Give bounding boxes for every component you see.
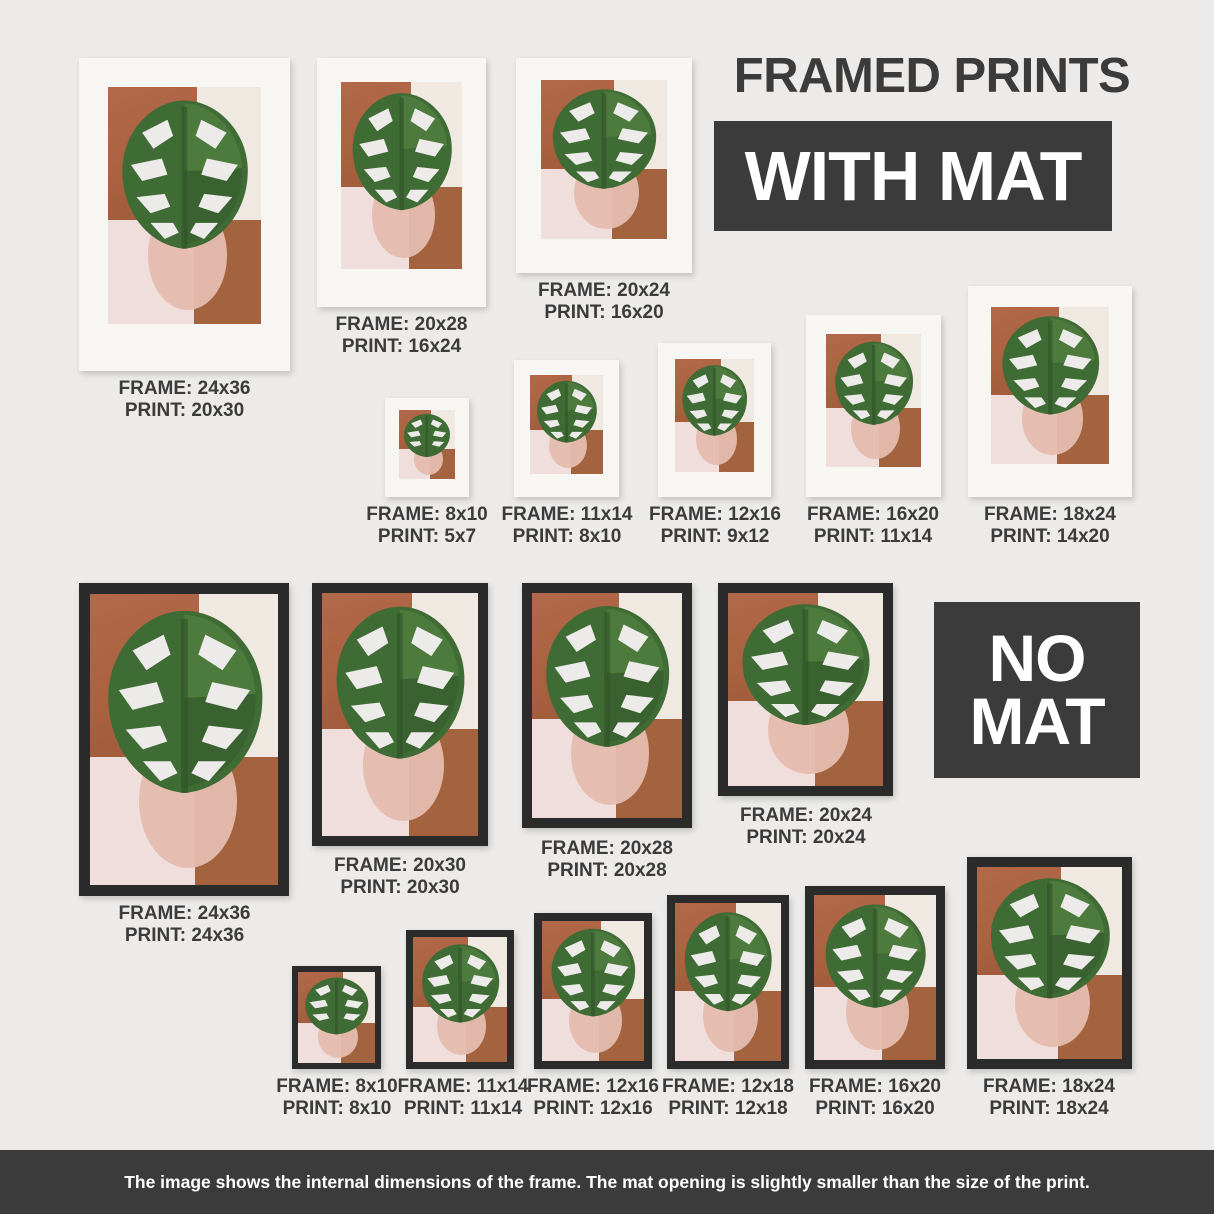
print-size: PRINT: 12x18 — [668, 1098, 788, 1120]
caption-no-mat-12x16 — [521, 1076, 665, 1121]
artwork — [322, 593, 478, 836]
frame-size: FRAME: 11x14 — [397, 1076, 529, 1097]
caption-with-mat-16x20 — [792, 504, 954, 549]
caption-with-mat-12x16 — [634, 504, 796, 549]
frame-no-mat-20x24 — [718, 583, 893, 796]
frame-size: FRAME: 11x14 — [501, 504, 633, 525]
frame-no-mat-12x16 — [534, 913, 652, 1069]
frame-no-mat-24x36 — [79, 583, 289, 896]
artwork — [532, 593, 682, 818]
frame-no-mat-16x20 — [805, 886, 945, 1069]
print-size: PRINT: 18x24 — [989, 1098, 1109, 1120]
artwork — [530, 375, 603, 474]
artwork — [413, 937, 507, 1062]
caption-with-mat-20x28 — [301, 314, 502, 359]
frame-no-mat-8x10 — [292, 966, 381, 1069]
frame-size: FRAME: 8x10 — [366, 504, 488, 525]
frame-with-mat-18x24 — [968, 286, 1132, 497]
frame-size: FRAME: 20x28 — [335, 314, 468, 335]
caption-no-mat-16x20 — [803, 1076, 947, 1121]
page-title: FRAMED PRINTS — [733, 49, 1131, 103]
artwork — [541, 80, 667, 239]
print-size: PRINT: 14x20 — [990, 526, 1110, 548]
frame-size: FRAME: 20x24 — [538, 280, 670, 301]
frame-size: FRAME: 20x28 — [541, 838, 673, 859]
caption-no-mat-20x24 — [706, 805, 906, 850]
artwork — [675, 359, 754, 472]
frame-size: FRAME: 20x30 — [334, 855, 466, 876]
artwork — [728, 593, 883, 786]
artwork — [991, 307, 1109, 464]
no-mat-line2: MAT — [969, 684, 1105, 758]
print-size: PRINT: 5x7 — [377, 526, 477, 548]
print-size: PRINT: 16x20 — [544, 302, 664, 324]
artwork — [399, 410, 455, 479]
caption-with-mat-18x24 — [969, 504, 1131, 549]
frame-size: FRAME: 8x10 — [276, 1076, 398, 1097]
frame-no-mat-20x30 — [312, 583, 488, 846]
no-mat-banner — [934, 602, 1140, 778]
artwork — [108, 87, 261, 324]
print-size: PRINT: 12x16 — [533, 1098, 653, 1120]
frame-size: FRAME: 18x24 — [983, 1076, 1115, 1097]
print-size: PRINT: 9x12 — [660, 526, 770, 548]
frame-no-mat-12x18 — [667, 895, 789, 1069]
print-size: PRINT: 20x28 — [547, 860, 667, 882]
print-size: PRINT: 16x24 — [341, 336, 462, 358]
caption-no-mat-20x28 — [507, 838, 707, 883]
print-size: PRINT: 20x24 — [746, 827, 866, 849]
frame-size: FRAME: 12x16 — [527, 1076, 659, 1097]
caption-no-mat-12x18 — [656, 1076, 800, 1121]
frame-with-mat-16x20 — [806, 315, 941, 497]
caption-no-mat-24x36 — [79, 903, 290, 948]
frame-with-mat-11x14 — [514, 360, 619, 497]
footer-note: The image shows the internal dimensions of the frame. The mat opening is slightly smaller than the size of the print. — [0, 1150, 1214, 1214]
caption-with-mat-20x24 — [504, 280, 704, 325]
artwork — [542, 921, 644, 1061]
frame-size: FRAME: 12x18 — [662, 1076, 794, 1097]
frame-with-mat-20x28 — [317, 58, 486, 307]
frame-with-mat-12x16 — [658, 343, 771, 497]
frame-with-mat-20x24 — [516, 58, 692, 273]
print-size: PRINT: 24x36 — [124, 925, 245, 947]
artwork — [826, 334, 921, 467]
frame-size: FRAME: 20x24 — [740, 805, 872, 826]
frame-size: FRAME: 24x36 — [118, 378, 251, 399]
artwork — [341, 82, 462, 269]
artwork — [90, 594, 278, 885]
frame-size: FRAME: 16x20 — [809, 1076, 941, 1097]
print-size: PRINT: 16x20 — [815, 1098, 935, 1120]
artwork — [675, 903, 781, 1061]
caption-with-mat-24x36 — [79, 378, 290, 423]
frame-size: FRAME: 12x16 — [649, 504, 781, 525]
frame-size: FRAME: 16x20 — [807, 504, 939, 525]
frame-size: FRAME: 18x24 — [984, 504, 1116, 525]
artwork — [977, 867, 1122, 1059]
frame-with-mat-8x10 — [385, 398, 469, 497]
caption-no-mat-8x10 — [266, 1076, 408, 1121]
caption-with-mat-8x10 — [346, 504, 508, 549]
no-mat-line1: NO — [988, 621, 1086, 696]
print-size: PRINT: 20x30 — [340, 877, 460, 899]
caption-no-mat-11x14 — [392, 1076, 534, 1121]
print-size: PRINT: 11x14 — [403, 1098, 523, 1120]
frame-with-mat-24x36 — [79, 58, 290, 371]
print-size: PRINT: 20x30 — [124, 400, 245, 422]
caption-no-mat-18x24 — [977, 1076, 1121, 1121]
print-size: PRINT: 8x10 — [512, 526, 622, 548]
caption-with-mat-11x14 — [487, 504, 647, 549]
artwork — [814, 895, 936, 1060]
artwork — [298, 972, 375, 1063]
frame-no-mat-11x14 — [406, 930, 514, 1069]
frame-size: FRAME: 24x36 — [118, 903, 251, 924]
print-size: PRINT: 11x14 — [813, 526, 933, 548]
print-size: PRINT: 8x10 — [282, 1098, 392, 1120]
frame-no-mat-20x28 — [522, 583, 692, 828]
frame-no-mat-18x24 — [967, 857, 1132, 1069]
with-mat-banner: WITH MAT — [714, 121, 1112, 231]
caption-no-mat-20x30 — [300, 855, 500, 900]
